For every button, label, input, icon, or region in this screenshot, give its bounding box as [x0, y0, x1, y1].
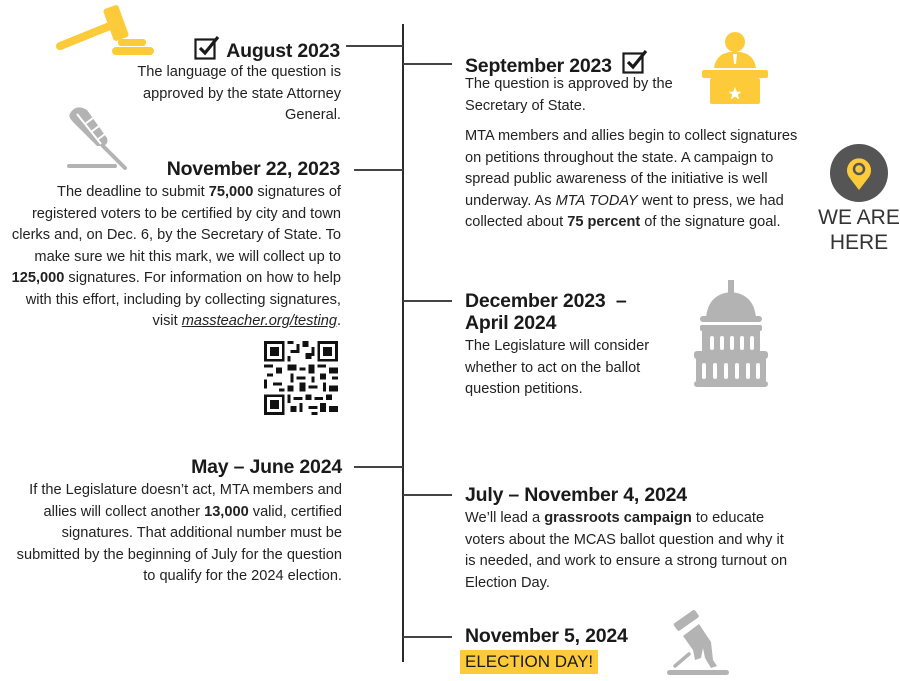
- grassroots-campaign-highlight: grassroots campaign: [544, 510, 692, 526]
- gavel-icon: [50, 2, 158, 57]
- location-pin-icon: [830, 144, 888, 202]
- milestone-may-jun-2024-body: [10, 480, 342, 588]
- connector-jul-nov-2024: [403, 494, 452, 496]
- body-text: We’ll lead a: [465, 510, 545, 526]
- podium-speaker-icon: [700, 30, 770, 106]
- milestone-jul-nov-2024-heading: July – November 4, 2024: [465, 484, 687, 506]
- milestone-jul-nov-2024-body: [465, 508, 795, 594]
- connector-dec-apr: [403, 300, 452, 302]
- date-line2: April 2024: [465, 312, 557, 334]
- connector-nov-5-2024: [403, 636, 452, 638]
- election-day-badge: [460, 650, 598, 674]
- body-text: .: [336, 313, 341, 329]
- milestone-aug-2023-heading: [150, 36, 340, 65]
- we-are-here-line1: WE ARE: [818, 206, 900, 229]
- milestone-date: September 2023: [465, 55, 612, 77]
- body-text: to educate voters about the MCAS ballot question and why it is needed, and work to ensure a strong turnout on Election Day.: [465, 510, 788, 591]
- date-line1: December 2023 –: [465, 290, 627, 312]
- milestone-dec-apr-body: The Legislature will consider whether to act on the ballot question petitions.: [465, 338, 650, 397]
- ballot-voting-icon: [665, 608, 730, 676]
- signature-count-13000: 13,000: [204, 503, 249, 520]
- capitol-building-icon: [692, 280, 770, 388]
- publication-name: MTA TODAY: [555, 192, 638, 209]
- milestone-nov-22-2023-heading: November 22, 2023: [166, 158, 340, 180]
- milestone-sep-2023-body-detail: [465, 126, 805, 234]
- timeline-spine: [402, 24, 404, 662]
- body-text: valid, certified signatures. That additional number must be submitted by the beginning of July for the question to qualify for the 2024 election.: [16, 503, 342, 584]
- election-day-label: ELECTION DAY!: [460, 650, 598, 674]
- connector-may-jun-2024: [354, 466, 403, 468]
- we-are-here-line2: HERE: [829, 231, 889, 254]
- we-are-here-label: [817, 205, 900, 255]
- connector-sep-2023: [403, 63, 452, 65]
- massteacher-link[interactable]: massteacher.org/testing: [181, 313, 337, 329]
- milestone-dec-apr-heading: [465, 290, 685, 334]
- milestone-sep-2023-body: The question is approved by the Secretary of State.: [465, 76, 673, 114]
- body-text: signatures of registered voters to be certified by city and town clerks and, on Dec. 6, by the Secretary of State. To make sure we hit this mark, we will collect up to: [11, 184, 341, 265]
- milestone-nov-5-2024-heading: November 5, 2024: [465, 625, 628, 647]
- body-text: went to press, we had collected about: [465, 192, 784, 230]
- signature-count-75000: 75,000: [208, 184, 254, 200]
- we-are-here-marker: [817, 144, 900, 256]
- milestone-nov-22-2023-body: [0, 182, 341, 333]
- qr-code-icon[interactable]: [264, 341, 338, 415]
- body-text: The deadline to submit: [57, 184, 209, 200]
- signature-count-125000: 125,000: [11, 270, 65, 286]
- milestone-date: August 2023: [226, 40, 340, 62]
- body-text: If the Legislature doesn’t act, MTA members and allies will collect another: [29, 482, 342, 520]
- checkbox-checked-icon: [194, 36, 220, 65]
- connector-aug-2023: [346, 45, 403, 47]
- body-text: of the signature goal.: [640, 214, 781, 230]
- milestone-may-jun-2024-heading: May – June 2024: [191, 456, 342, 478]
- body-text: MTA members and allies begin to collect signatures on petitions throughout the state. A campaign to spread public awareness of the initiative is well underway. As: [465, 128, 798, 209]
- body-text: signatures. For information on how to help with this effort, including by collecting signatures, visit: [25, 270, 341, 329]
- milestone-aug-2023-body: The language of the question is approved by the state Attorney General.: [137, 64, 341, 123]
- progress-75-percent: 75 percent: [567, 214, 641, 230]
- connector-nov-22-2023: [354, 169, 403, 171]
